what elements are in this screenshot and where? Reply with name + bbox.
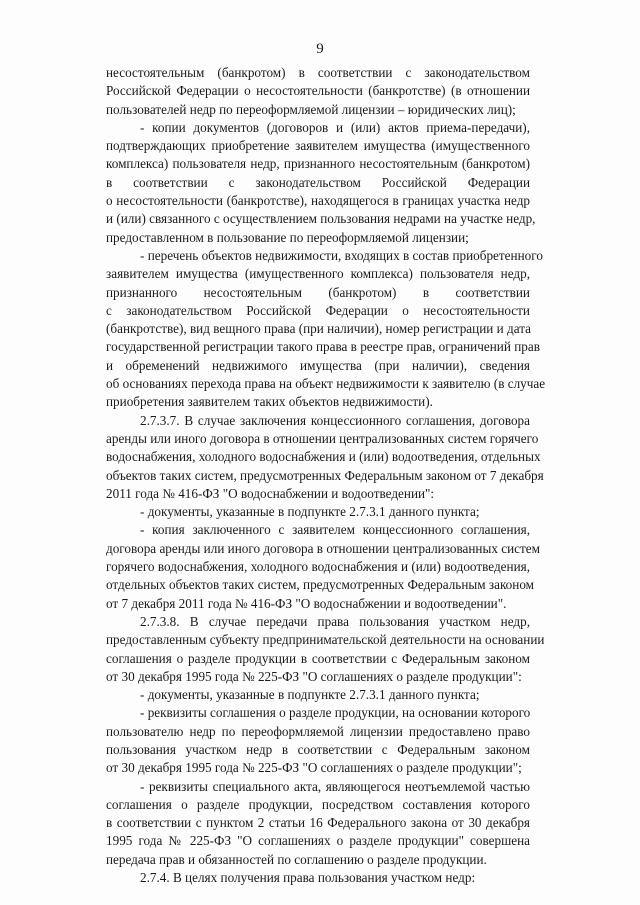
text-line: пользователю недр по переоформляемой лицензии предоставлено право (106, 723, 530, 739)
text-line: об основаниях перехода права на объект недвижимости к заявителю (в случае (106, 376, 546, 392)
text-line: водоснабжения, холодного водоснабжения и (или) водоотведения, отдельных (106, 449, 541, 465)
text-line: 2.7.3.7. В случае заключения концессионного соглашения, договора (140, 412, 530, 428)
text-line: от 30 декабря 1995 года № 225-ФЗ "О соглашениях о разделе продукции"; (106, 760, 522, 776)
text-line: с законодательством Российской Федерации о несостоятельности (106, 302, 530, 318)
text-line: пользования участком недр в соответствии с Федеральным законом (106, 741, 530, 757)
text-line: от 7 декабря 2011 года № 416-ФЗ "О водоснабжении и водоотведении". (106, 595, 507, 611)
text-line: - копии документов (договоров и (или) актов приема-передачи), (140, 119, 530, 135)
text-line: комплекса) пользователя недр, признанного несостоятельным (банкротом) (106, 156, 530, 172)
text-line: - реквизиты соглашения о разделе продукции, на основании которого (140, 705, 531, 721)
text-line: 2.7.4. В целях получения права пользования участком недр: (140, 870, 476, 886)
text-line: предоставленным субъекту предпринимательской деятельности на основании (106, 632, 545, 648)
text-line: в соответствии с законодательством Российской Федерации (106, 174, 530, 190)
text-line: от 30 декабря 1995 года № 225-ФЗ "О соглашениях о разделе продукции": (106, 668, 522, 684)
text-line: - перечень объектов недвижимости, входящих в состав приобретенного (140, 247, 543, 263)
text-line: подтверждающих приобретение заявителем имущества (имущественного (106, 138, 530, 154)
text-line: договора аренды или иного договора в отношении централизованных систем (106, 540, 540, 556)
text-line: аренды или иного договора в отношении централизованных систем горячего (106, 430, 539, 446)
text-line: предоставленном в пользование по переоформляемой лицензии; (106, 229, 469, 245)
text-line: объектов таких систем, предусмотренных Федеральным законом от 7 декабря (106, 467, 544, 483)
text-line: - копия заключенного с заявителем концессионного соглашения, (140, 522, 530, 538)
text-line: пользователей недр по переоформляемой лицензии – юридических лиц); (106, 101, 516, 117)
text-line: и (или) связанного с осуществлением пользования недрами на участке недр, (106, 211, 536, 227)
text-line: 2.7.3.8. В случае передачи права пользования участком недр, (140, 613, 530, 629)
text-line: 2011 года № 416-ФЗ "О водоснабжении и водоотведении": (106, 485, 435, 501)
text-line: (банкротстве), вид вещного права (при наличии), номер регистрации и дата (106, 321, 531, 337)
document-body (106, 64, 546, 887)
text-line: соглашения о разделе продукции в соответствии с Федеральным законом (106, 650, 530, 666)
text-line: - документы, указанные в подпункте 2.7.3.1 данного пункта; (140, 504, 480, 520)
text-line: - реквизиты специального акта, являющегося неотъемлемой частью (140, 778, 530, 794)
text-line: приобретения заявителем таких объектов недвижимости). (106, 394, 433, 410)
text-line: - документы, указанные в подпункте 2.7.3.1 данного пункта; (140, 687, 480, 703)
text-line: в соответствии с пунктом 2 статьи 16 Федерального закона от 30 декабря (106, 815, 530, 831)
text-line: заявителем имущества (имущественного комплекса) пользователя недр, (106, 266, 530, 282)
text-line: отдельных объектов таких систем, предусмотренных Федеральным законом (106, 577, 535, 593)
text-line: о несостоятельности (банкротстве), находящегося в границах участка недр (106, 193, 530, 209)
text-line: признанного несостоятельным (банкротом) в соответствии (106, 284, 530, 300)
text-line: несостоятельным (банкротом) в соответствии с законодательством (106, 65, 530, 80)
text-line: соглашения о разделе продукции, посредством составления которого (106, 796, 530, 812)
text-line: передача прав и обязанностей по соглашению о разделе продукции. (106, 851, 487, 867)
text-line: Российской Федерации о несостоятельности (банкротстве) (в отношении (106, 83, 530, 99)
text-line: и обременений недвижимого имущества (при наличии), сведения (106, 357, 530, 373)
text-line: 1995 года № 225-ФЗ "О соглашениях о разделе продукции" совершена (106, 833, 530, 849)
page-number: 9 (316, 41, 324, 57)
text-line: горячего водоснабжения, холодного водоснабжения и (или) водоотведения, (106, 559, 530, 575)
text-line: государственной регистрации такого права в реестре прав, ограничений прав (106, 339, 540, 355)
